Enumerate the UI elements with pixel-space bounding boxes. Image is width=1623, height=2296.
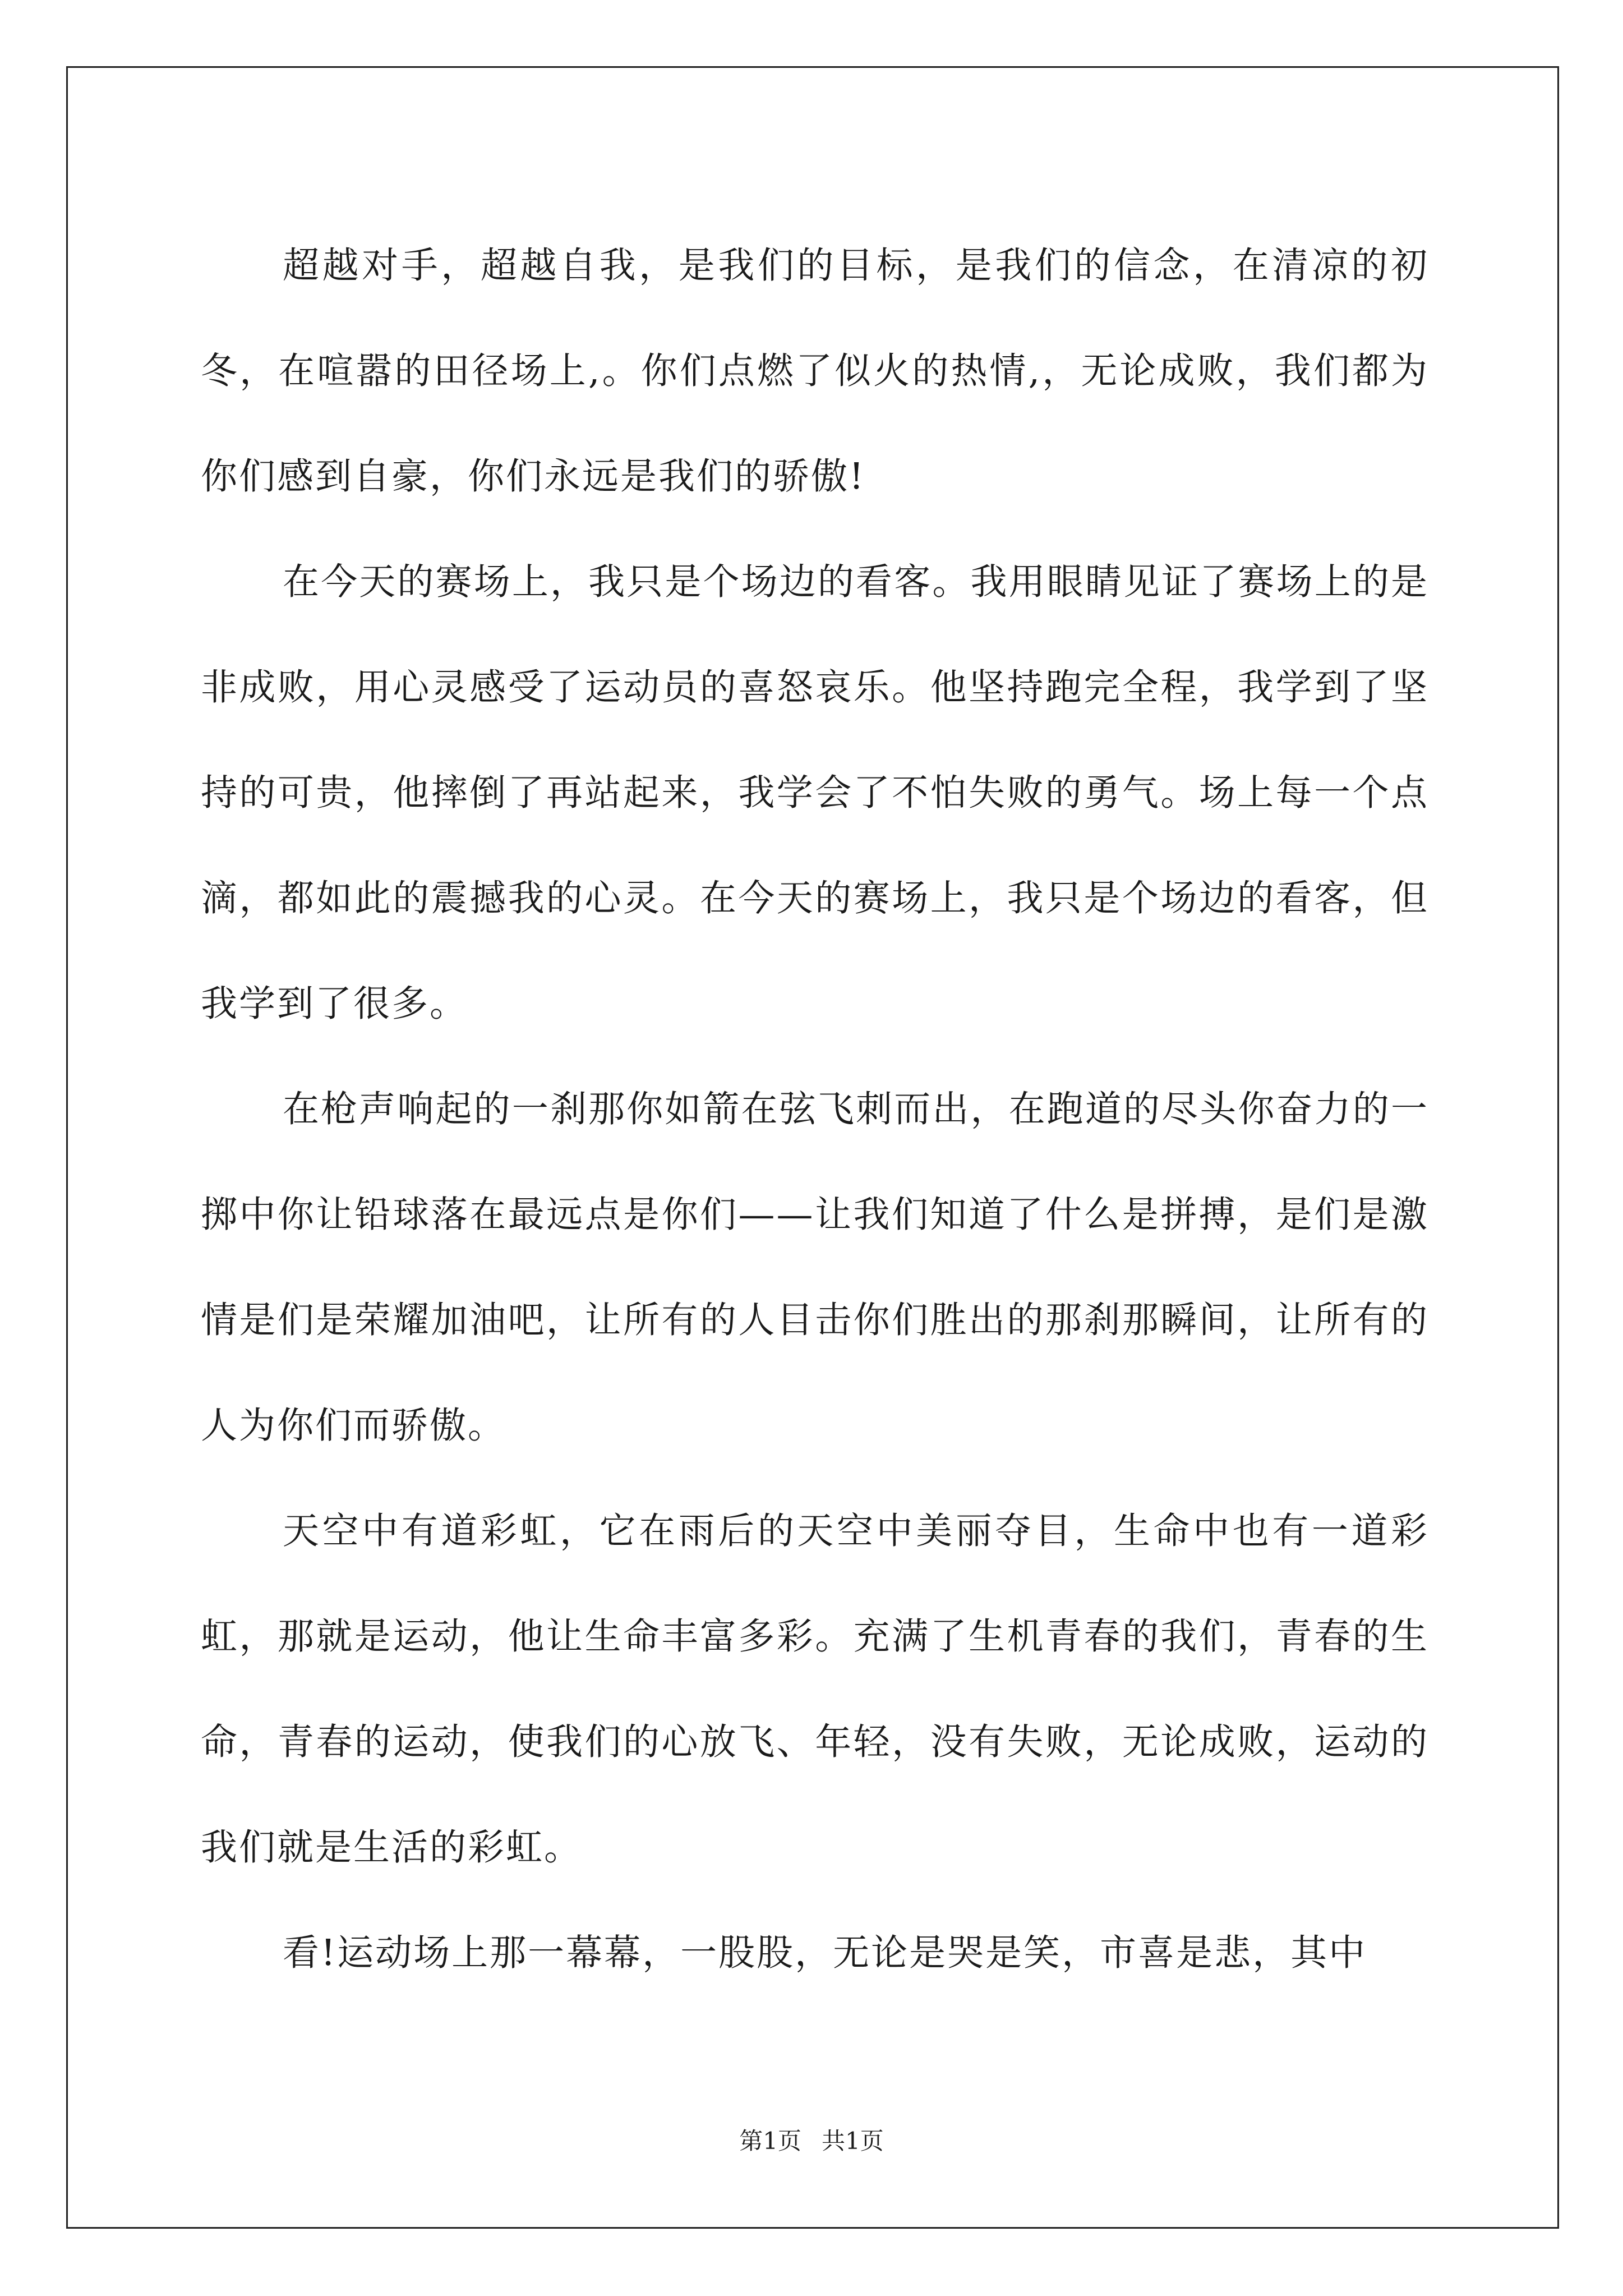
page-number: 第1页 — [739, 2127, 801, 2155]
paragraph-4: 天空中有道彩虹，它在雨后的天空中美丽夺目，生命中也有一道彩虹，那就是运动，他让生命丰富多彩。充满了生机青春的我们，青春的生命，青春的运动，使我们的心放飞、年轻，没有失败，无论成败，运动的我们就是生活的彩虹。 — [201, 1510, 1429, 1869]
document-body — [201, 213, 1429, 2006]
page-total: 共1页 — [822, 2127, 884, 2155]
paragraph-2: 在今天的赛场上，我只是个场边的看客。我用眼睛见证了赛场上的是非成败，用心灵感受了运动员的喜怒哀乐。他坚持跑完全程，我学到了坚持的可贵，他摔倒了再站起来，我学会了不怕失败的勇气。场上每一个点滴，都如此的震撼我的心灵。在今天的赛场上，我只是个场边的看客，但我学到了很多。 — [201, 561, 1429, 1025]
paragraph-5: 看!运动场上那一幕幕，一股股，无论是哭是笑，市喜是悲，其中 — [283, 1932, 1367, 1974]
paragraph-1: 超越对手，超越自我，是我们的目标，是我们的信念，在清凉的初冬，在喧嚣的田径场上,。你们点燃了似火的热情,，无论成败，我们都为你们感到自豪，你们永远是我们的骄傲! — [201, 245, 1429, 498]
paragraph-3: 在枪声响起的一刹那你如箭在弦飞刺而出，在跑道的尽头你奋力的一掷中你让铅球落在最远点是你们——让我们知道了什么是拼搏，是们是激情是们是荣耀加油吧，让所有的人目击你们胜出的那刹那瞬间，让所有的人为你们而骄傲。 — [201, 1088, 1429, 1447]
page-footer — [0, 2124, 1623, 2158]
